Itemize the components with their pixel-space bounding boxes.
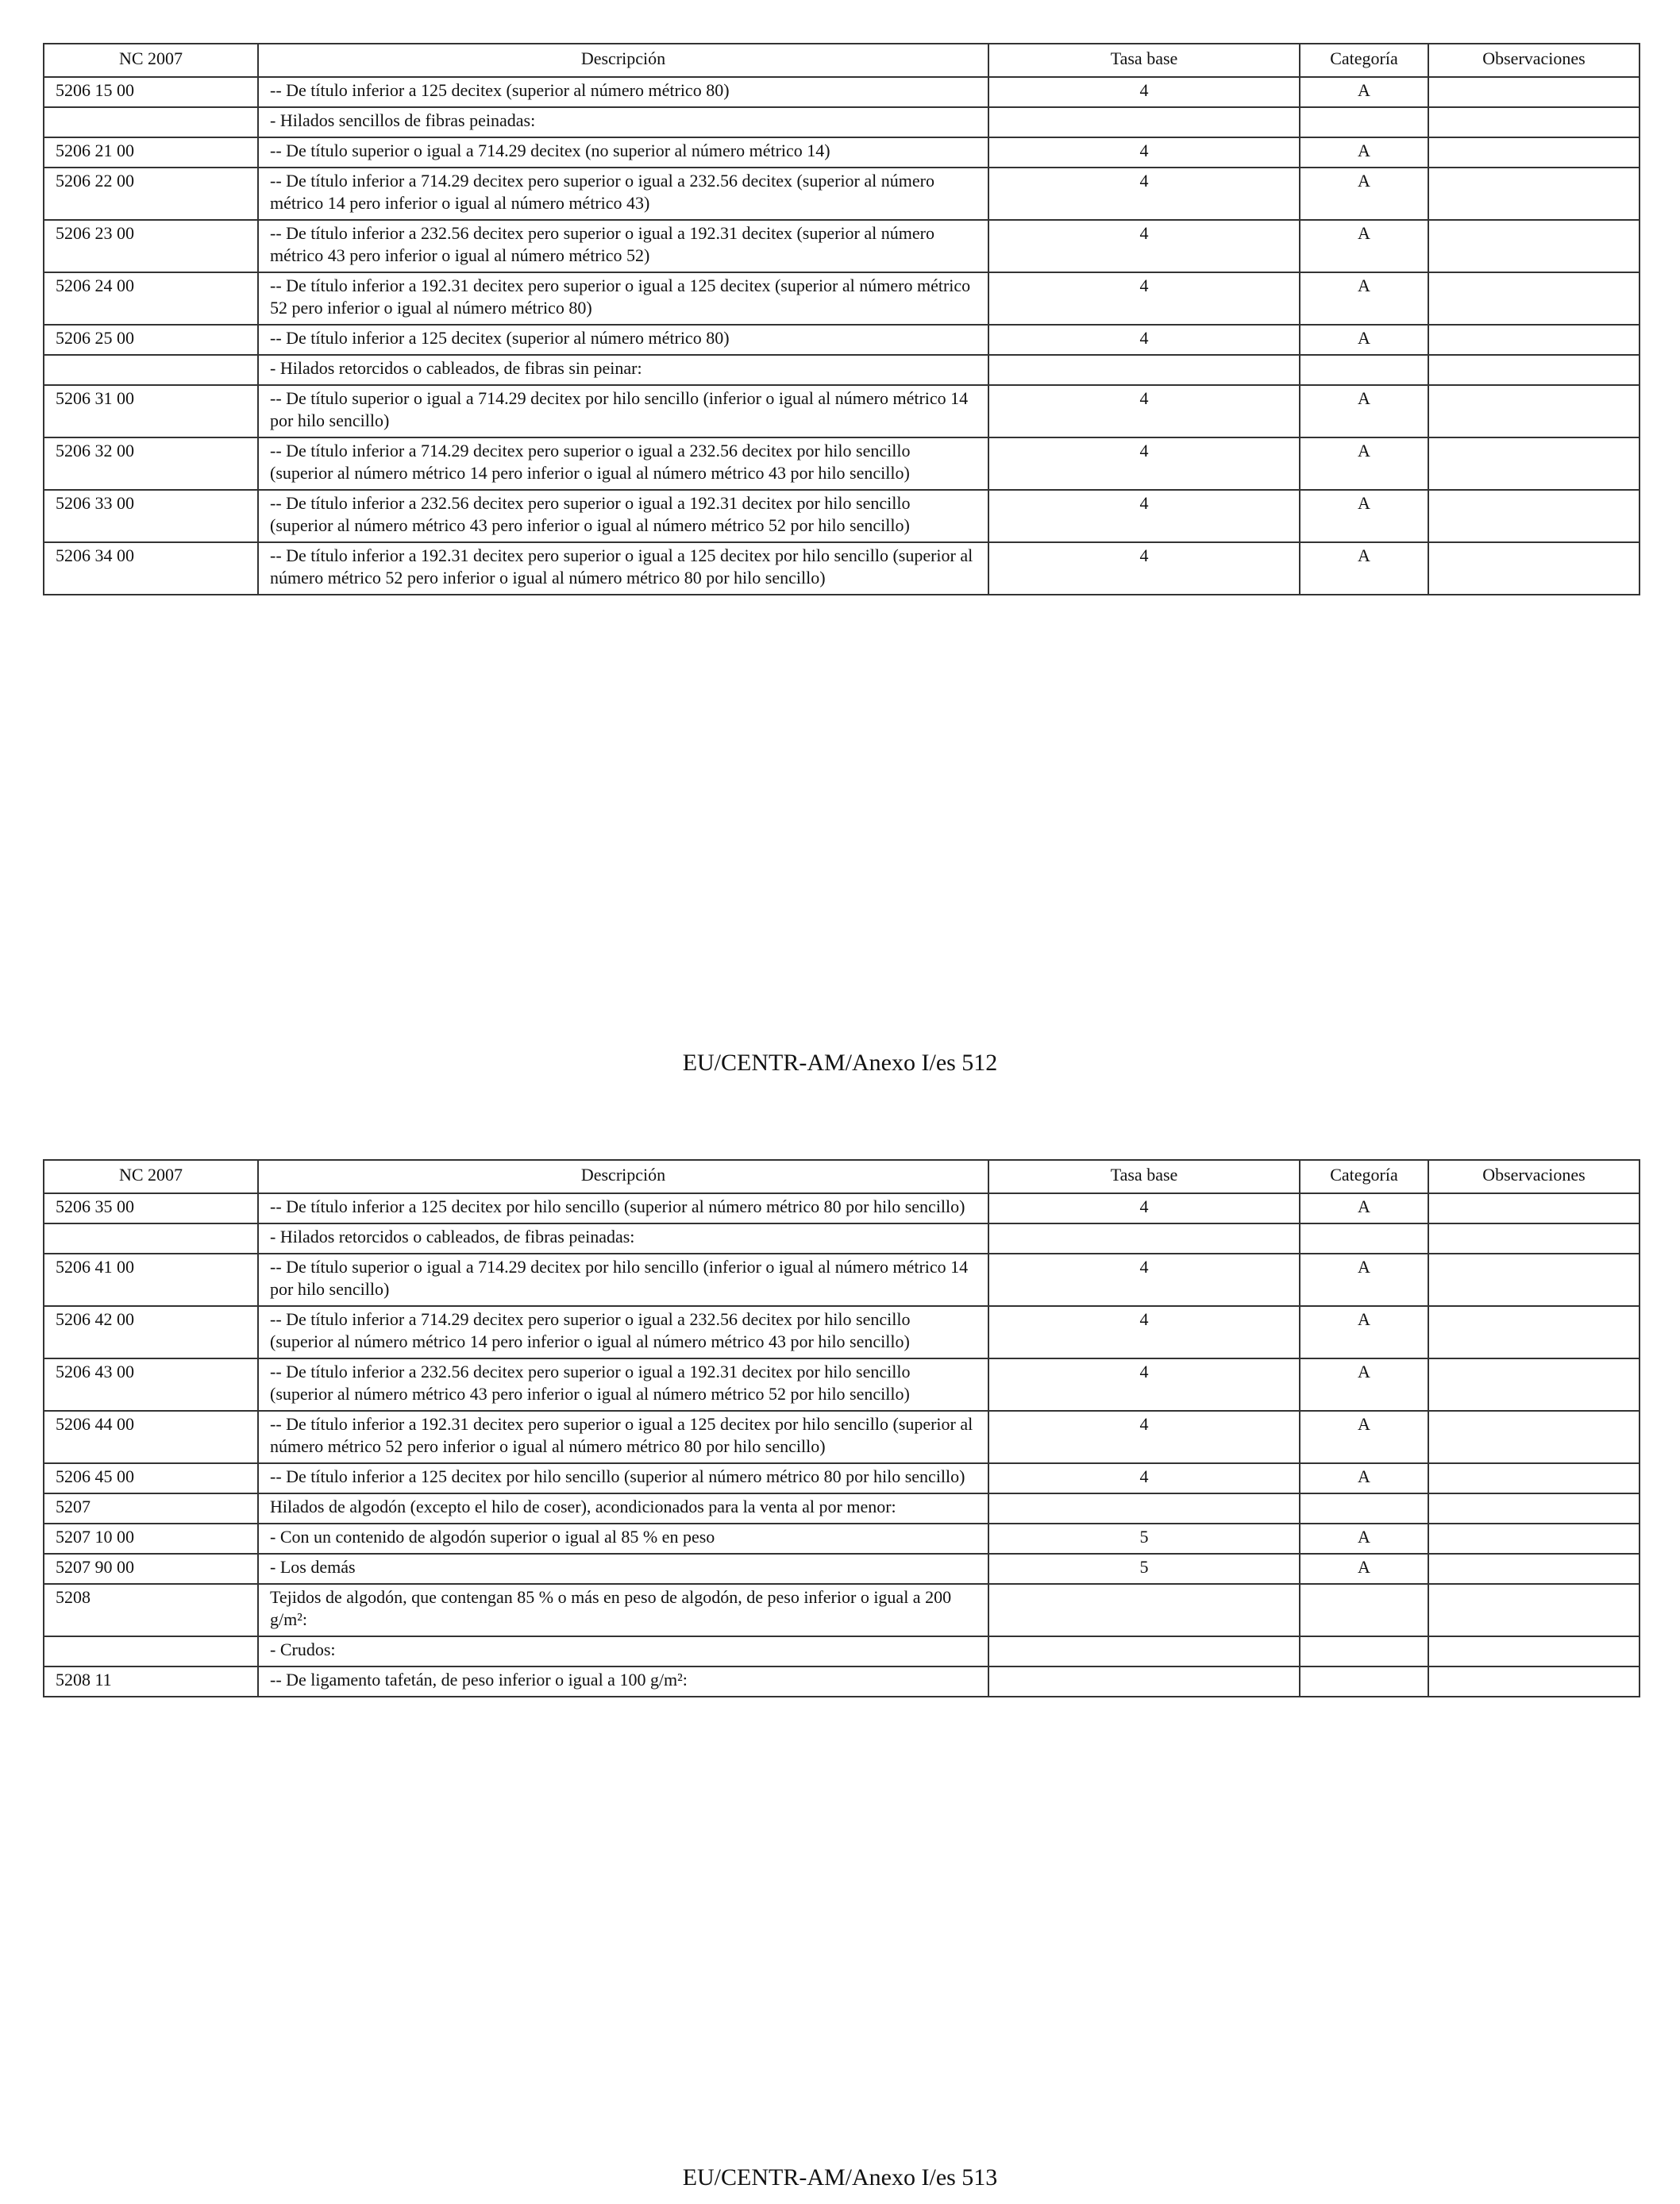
observaciones-cell [1428, 1254, 1640, 1306]
nc-code-cell: 5206 44 00 [44, 1411, 258, 1463]
table-header-row [44, 1160, 1640, 1193]
table-row [44, 1636, 1640, 1666]
categoria-cell: A [1300, 325, 1428, 355]
tasa-base-cell [988, 107, 1300, 137]
table-row [44, 1306, 1640, 1358]
tasa-base-cell: 4 [988, 168, 1300, 220]
nc-code-cell: 5208 [44, 1584, 258, 1636]
table-row [44, 1254, 1640, 1306]
categoria-cell: A [1300, 437, 1428, 490]
nc-code-cell: 5206 41 00 [44, 1254, 258, 1306]
observaciones-cell [1428, 490, 1640, 542]
tasa-base-cell: 4 [988, 385, 1300, 437]
categoria-cell: A [1300, 137, 1428, 168]
categoria-cell: A [1300, 1358, 1428, 1411]
nc-code-cell: 5207 [44, 1493, 258, 1524]
table-row [44, 1584, 1640, 1636]
description-cell: - Hilados retorcidos o cableados, de fibras sin peinar: [258, 355, 988, 385]
observaciones-cell [1428, 385, 1640, 437]
categoria-cell [1300, 1493, 1428, 1524]
description-cell: -- De título inferior a 232.56 decitex pero superior o igual a 192.31 decitex (superior al número métrico 43 pero inferior o igual al número métrico 52) [258, 220, 988, 272]
nc-code-cell: 5206 45 00 [44, 1463, 258, 1493]
tasa-base-cell: 4 [988, 272, 1300, 325]
description-cell: -- De título superior o igual a 714.29 decitex por hilo sencillo (inferior o igual al número métrico 14 por hilo sencillo) [258, 1254, 988, 1306]
tasa-base-cell: 4 [988, 325, 1300, 355]
tasa-base-cell [988, 1493, 1300, 1524]
table-row [44, 137, 1640, 168]
observaciones-cell [1428, 1584, 1640, 1636]
observaciones-cell [1428, 1463, 1640, 1493]
categoria-cell: A [1300, 1524, 1428, 1554]
header-nc: NC 2007 [44, 1160, 258, 1193]
description-cell: Tejidos de algodón, que contengan 85 % o más en peso de algodón, de peso inferior o igual a 200 g/m²: [258, 1584, 988, 1636]
table-row [44, 168, 1640, 220]
table-row [44, 355, 1640, 385]
tasa-base-cell: 4 [988, 137, 1300, 168]
description-cell: - Con un contenido de algodón superior o igual al 85 % en peso [258, 1524, 988, 1554]
header-nc: NC 2007 [44, 44, 258, 77]
observaciones-cell [1428, 1493, 1640, 1524]
description-cell: -- De título inferior a 232.56 decitex pero superior o igual a 192.31 decitex por hilo sencillo (superior al número métrico 43 pero inferior o igual al número métrico 52 por hilo sencillo) [258, 490, 988, 542]
categoria-cell: A [1300, 1554, 1428, 1584]
observaciones-cell [1428, 1636, 1640, 1666]
tasa-base-cell [988, 1223, 1300, 1254]
tasa-base-cell: 4 [988, 490, 1300, 542]
observaciones-cell [1428, 77, 1640, 107]
nc-code-cell: 5206 22 00 [44, 168, 258, 220]
description-cell: -- De título superior o igual a 714.29 decitex (no superior al número métrico 14) [258, 137, 988, 168]
description-cell: - Hilados sencillos de fibras peinadas: [258, 107, 988, 137]
description-cell: -- De título inferior a 192.31 decitex pero superior o igual a 125 decitex (superior al número métrico 52 pero inferior o igual al número métrico 80) [258, 272, 988, 325]
description-cell: -- De título inferior a 125 decitex (superior al número métrico 80) [258, 77, 988, 107]
nc-code-cell: 5206 33 00 [44, 490, 258, 542]
nc-code-cell: 5206 25 00 [44, 325, 258, 355]
nc-code-cell [44, 1636, 258, 1666]
observaciones-cell [1428, 220, 1640, 272]
observaciones-cell [1428, 1193, 1640, 1223]
nc-code-cell: 5207 90 00 [44, 1554, 258, 1584]
categoria-cell [1300, 1666, 1428, 1697]
categoria-cell: A [1300, 385, 1428, 437]
categoria-cell [1300, 1584, 1428, 1636]
observaciones-cell [1428, 1524, 1640, 1554]
header-descripcion: Descripción [258, 1160, 988, 1193]
description-cell: -- De título inferior a 125 decitex por hilo sencillo (superior al número métrico 80 por hilo sencillo) [258, 1193, 988, 1223]
categoria-cell: A [1300, 1306, 1428, 1358]
observaciones-cell [1428, 1411, 1640, 1463]
observaciones-cell [1428, 1358, 1640, 1411]
nc-code-cell [44, 355, 258, 385]
categoria-cell [1300, 355, 1428, 385]
categoria-cell: A [1300, 490, 1428, 542]
table-row [44, 1223, 1640, 1254]
observaciones-cell [1428, 1306, 1640, 1358]
table-row [44, 542, 1640, 595]
description-cell: Hilados de algodón (excepto el hilo de coser), acondicionados para la venta al por menor: [258, 1493, 988, 1524]
table-header-row [44, 44, 1640, 77]
description-cell: -- De título superior o igual a 714.29 decitex por hilo sencillo (inferior o igual al número métrico 14 por hilo sencillo) [258, 385, 988, 437]
table-row [44, 1411, 1640, 1463]
tasa-base-cell: 4 [988, 542, 1300, 595]
nc-code-cell: 5206 23 00 [44, 220, 258, 272]
page-footer-512: EU/CENTR-AM/Anexo I/es 512 [682, 1050, 998, 1076]
categoria-cell: A [1300, 1193, 1428, 1223]
table-row [44, 385, 1640, 437]
categoria-cell: A [1300, 1463, 1428, 1493]
tasa-base-cell [988, 1666, 1300, 1697]
categoria-cell: A [1300, 168, 1428, 220]
nc-code-cell: 5206 35 00 [44, 1193, 258, 1223]
description-cell: -- De título inferior a 125 decitex por hilo sencillo (superior al número métrico 80 por hilo sencillo) [258, 1463, 988, 1493]
nc-code-cell: 5206 24 00 [44, 272, 258, 325]
tariff-table-page-512 [43, 43, 1640, 595]
table-row [44, 1666, 1640, 1697]
table-row [44, 107, 1640, 137]
categoria-cell: A [1300, 542, 1428, 595]
description-cell: -- De título inferior a 714.29 decitex pero superior o igual a 232.56 decitex por hilo sencillo (superior al número métrico 14 pero inferior o igual al número métrico 43 por hilo sencillo) [258, 437, 988, 490]
observaciones-cell [1428, 1666, 1640, 1697]
nc-code-cell: 5208 11 [44, 1666, 258, 1697]
header-tasa-base: Tasa base [988, 1160, 1300, 1193]
tasa-base-cell: 5 [988, 1554, 1300, 1584]
categoria-cell: A [1300, 77, 1428, 107]
table-row [44, 490, 1640, 542]
description-cell: -- De título inferior a 192.31 decitex pero superior o igual a 125 decitex por hilo sencillo (superior al número métrico 52 pero inferior o igual al número métrico 80 por hilo sencillo) [258, 542, 988, 595]
observaciones-cell [1428, 325, 1640, 355]
table-row [44, 1358, 1640, 1411]
table-row [44, 1554, 1640, 1584]
table-row [44, 1493, 1640, 1524]
tasa-base-cell [988, 1636, 1300, 1666]
tasa-base-cell: 4 [988, 1358, 1300, 1411]
header-tasa-base: Tasa base [988, 44, 1300, 77]
tasa-base-cell [988, 355, 1300, 385]
observaciones-cell [1428, 107, 1640, 137]
tasa-base-cell: 4 [988, 1193, 1300, 1223]
tasa-base-cell: 4 [988, 1463, 1300, 1493]
description-cell: -- De título inferior a 192.31 decitex pero superior o igual a 125 decitex por hilo sencillo (superior al número métrico 52 pero inferior o igual al número métrico 80 por hilo sencillo) [258, 1411, 988, 1463]
observaciones-cell [1428, 168, 1640, 220]
nc-code-cell [44, 1223, 258, 1254]
table-row [44, 77, 1640, 107]
categoria-cell: A [1300, 272, 1428, 325]
table-row [44, 272, 1640, 325]
nc-code-cell: 5206 34 00 [44, 542, 258, 595]
table-row [44, 1463, 1640, 1493]
observaciones-cell [1428, 1223, 1640, 1254]
observaciones-cell [1428, 542, 1640, 595]
tariff-table-page-513 [43, 1159, 1640, 1697]
categoria-cell: A [1300, 220, 1428, 272]
nc-code-cell: 5206 15 00 [44, 77, 258, 107]
categoria-cell [1300, 1636, 1428, 1666]
header-descripcion: Descripción [258, 44, 988, 77]
table-row [44, 325, 1640, 355]
nc-code-cell: 5206 31 00 [44, 385, 258, 437]
nc-code-cell: 5207 10 00 [44, 1524, 258, 1554]
observaciones-cell [1428, 355, 1640, 385]
description-cell: -- De título inferior a 714.29 decitex pero superior o igual a 232.56 decitex (superior al número métrico 14 pero inferior o igual al número métrico 43) [258, 168, 988, 220]
description-cell: - Crudos: [258, 1636, 988, 1666]
table-row [44, 1524, 1640, 1554]
header-categoria: Categoría [1300, 1160, 1428, 1193]
nc-code-cell: 5206 42 00 [44, 1306, 258, 1358]
tasa-base-cell: 4 [988, 1411, 1300, 1463]
table-row [44, 437, 1640, 490]
nc-code-cell: 5206 32 00 [44, 437, 258, 490]
description-cell: -- De título inferior a 125 decitex (superior al número métrico 80) [258, 325, 988, 355]
tasa-base-cell: 4 [988, 437, 1300, 490]
header-observaciones: Observaciones [1428, 44, 1640, 77]
description-cell: -- De ligamento tafetán, de peso inferior o igual a 100 g/m²: [258, 1666, 988, 1697]
observaciones-cell [1428, 1554, 1640, 1584]
tasa-base-cell: 4 [988, 220, 1300, 272]
observaciones-cell [1428, 137, 1640, 168]
categoria-cell: A [1300, 1254, 1428, 1306]
observaciones-cell [1428, 437, 1640, 490]
nc-code-cell: 5206 43 00 [44, 1358, 258, 1411]
table-row [44, 220, 1640, 272]
nc-code-cell: 5206 21 00 [44, 137, 258, 168]
categoria-cell: A [1300, 1411, 1428, 1463]
description-cell: -- De título inferior a 232.56 decitex pero superior o igual a 192.31 decitex por hilo sencillo (superior al número métrico 43 pero inferior o igual al número métrico 52 por hilo sencillo) [258, 1358, 988, 1411]
tasa-base-cell: 4 [988, 1254, 1300, 1306]
table-row [44, 1193, 1640, 1223]
description-cell: - Hilados retorcidos o cableados, de fibras peinadas: [258, 1223, 988, 1254]
header-observaciones: Observaciones [1428, 1160, 1640, 1193]
tasa-base-cell: 5 [988, 1524, 1300, 1554]
tasa-base-cell: 4 [988, 77, 1300, 107]
description-cell: -- De título inferior a 714.29 decitex pero superior o igual a 232.56 decitex por hilo sencillo (superior al número métrico 14 pero inferior o igual al número métrico 43 por hilo sencillo) [258, 1306, 988, 1358]
categoria-cell [1300, 1223, 1428, 1254]
description-cell: - Los demás [258, 1554, 988, 1584]
categoria-cell [1300, 107, 1428, 137]
tasa-base-cell: 4 [988, 1306, 1300, 1358]
header-categoria: Categoría [1300, 44, 1428, 77]
observaciones-cell [1428, 272, 1640, 325]
page-footer-513: EU/CENTR-AM/Anexo I/es 513 [682, 2164, 998, 2191]
nc-code-cell [44, 107, 258, 137]
tasa-base-cell [988, 1584, 1300, 1636]
